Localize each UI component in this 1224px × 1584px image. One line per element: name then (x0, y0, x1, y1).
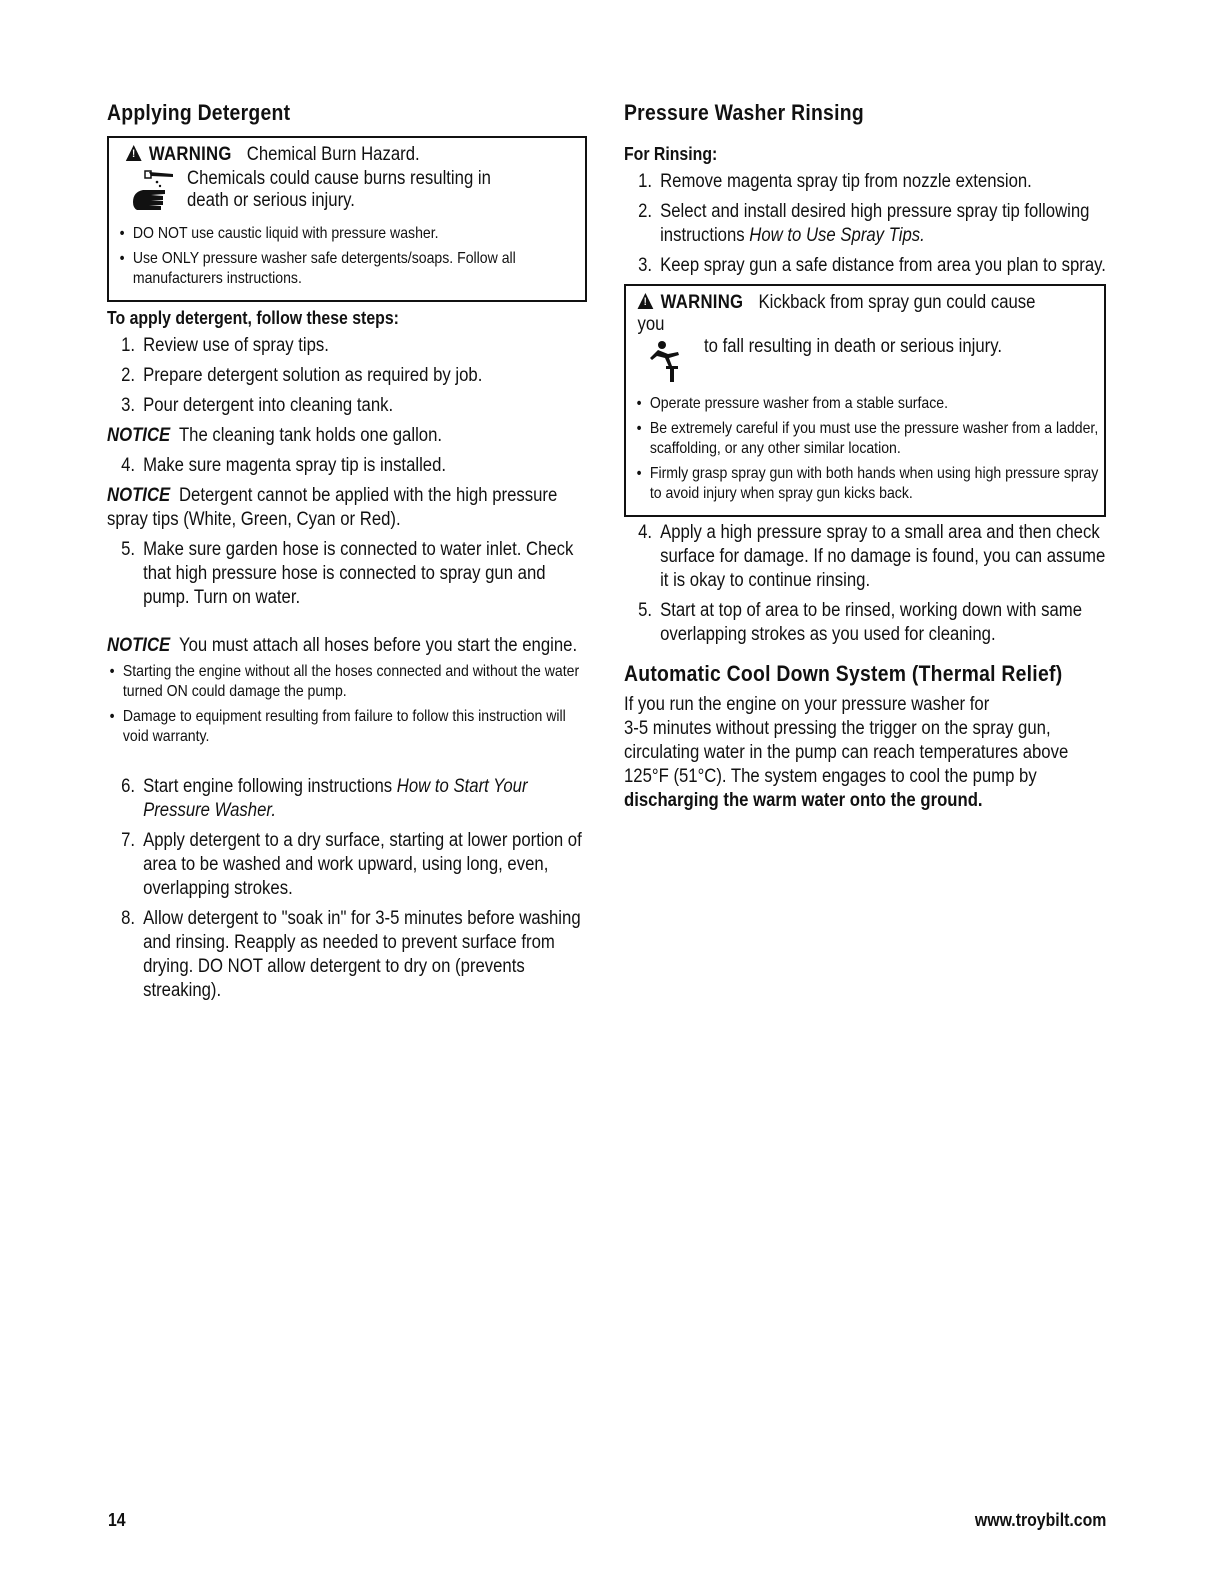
section-heading-cool-down: Automatic Cool Down System (Thermal Relief) (624, 661, 1063, 686)
left-column (107, 100, 587, 1009)
rinsing-steps-bottom (624, 521, 1106, 647)
steps-intro: To apply detergent, follow these steps: (107, 308, 399, 328)
step-item: 6. Start engine following instructions How to Start Your Pressure Washer. (121, 776, 528, 821)
warning-body (117, 168, 577, 218)
notice-bullet: • Damage to equipment resulting from failure to follow this instruction will void warranty. (107, 707, 587, 747)
rinsing-steps-list-b (624, 521, 1106, 647)
warning-bullets (634, 394, 1099, 504)
warning-label: WARNING (148, 144, 232, 165)
chemical-burn-icon (127, 168, 183, 218)
step-item: 7. Apply detergent to a dry surface, starting at lower portion of area to be washed and work upward, using long, even, overlapping strokes. (121, 830, 582, 899)
notice-bullets (107, 662, 587, 747)
warning-text: Chemicals could cause burns resulting in death or serious injury. (187, 168, 491, 211)
warning-bullet: • Firmly grasp spray gun with both hands when using high pressure spray to avoid injury when spray gun kicks back. (634, 464, 1099, 504)
rinsing-steps-top (624, 170, 1106, 278)
rinsing-subheading: For Rinsing: (624, 144, 718, 164)
steps-list-c (107, 538, 587, 610)
warning-bullet: • Operate pressure washer from a stable surface. (634, 394, 1099, 414)
steps-list-b (107, 454, 587, 478)
warning-bullets (117, 224, 575, 289)
detergent-steps (107, 334, 587, 1003)
notice-tank: NOTICE The cleaning tank holds one gallon. (107, 425, 443, 446)
warning-triangle-icon (638, 293, 654, 309)
rinsing-steps-list-a (624, 170, 1106, 278)
section-heading-applying-detergent: Applying Detergent (107, 100, 291, 125)
chemical-warning-box (107, 136, 587, 302)
warning-bullet: • Use ONLY pressure washer safe detergents/soaps. Follow all manufacturers instructions. (117, 249, 575, 289)
paragraph-line: If you run the engine on your pressure washer for (624, 694, 990, 715)
step-item: 3. Pour detergent into cleaning tank. (121, 395, 394, 416)
step-item: 8. Allow detergent to "soak in" for 3-5 minutes before washing and rinsing. Reapply as needed to prevent surface from drying. DO NOT allow detergent to dry on (prevents streaking). (121, 908, 581, 1001)
kickback-warning-box (624, 284, 1106, 517)
step-item: 4. Apply a high pressure spray to a small area and then check surface for damage. If no damage is found, you can assume it is okay to continue rinsing. (638, 522, 1106, 591)
step-item: 5. Make sure garden hose is connected to water inlet. Check that high pressure hose is connected to spray gun and pump. Turn on water. (121, 539, 574, 608)
notice-hoses: NOTICE You must attach all hoses before you start the engine. (107, 635, 578, 656)
step-item: 1. Remove magenta spray tip from nozzle extension. (638, 171, 1032, 192)
warning-bullet: • DO NOT use caustic liquid with pressure washer. (117, 224, 575, 244)
fall-hazard-icon (648, 336, 698, 386)
footer-url[interactable]: www.troybilt.com (974, 1510, 1106, 1530)
step-item: 1. Review use of spray tips. (121, 335, 329, 356)
warning-label: WARNING (660, 292, 744, 313)
warning-header (117, 144, 522, 166)
cool-down-paragraph (624, 693, 1106, 813)
warning-title: Kickback from spray gun could cause you (637, 292, 1036, 335)
step-item: 2. Select and install desired high pressure spray tip following instructions How to Use Spray Tips. (638, 201, 1090, 246)
warning-header (634, 292, 1041, 336)
warning-bullet: • Be extremely careful if you must use the pressure washer from a ladder, scaffolding, or any other similar location. (634, 419, 1099, 459)
notice-bullet: • Starting the engine without all the hoses connected and without the water turned ON could damage the pump. (107, 662, 587, 702)
section-heading-rinsing: Pressure Washer Rinsing (624, 100, 864, 125)
warning-text: to fall resulting in death or serious injury. (704, 336, 1003, 357)
warning-triangle-icon (126, 145, 142, 161)
step-item: 4. Make sure magenta spray tip is installed. (121, 455, 447, 476)
step-item: 2. Prepare detergent solution as required by job. (121, 365, 483, 386)
warning-title: Chemical Burn Hazard. (246, 144, 420, 165)
warning-body (634, 336, 1096, 386)
right-column (624, 100, 1106, 813)
step-item: 5. Start at top of area to be rinsed, working down with same overlapping strokes as you used for cleaning. (638, 600, 1083, 645)
notice-spray-tips: NOTICE Detergent cannot be applied with the high pressure spray tips (White, Green, Cyan or Red). (107, 485, 558, 530)
page-number: 14 (108, 1510, 126, 1530)
paragraph-bold: discharging the warm water onto the ground. (624, 790, 983, 811)
steps-list-a (107, 334, 587, 418)
step-item: 3. Keep spray gun a safe distance from area you plan to spray. (638, 255, 1106, 276)
paragraph-text: 3-5 minutes without pressing the trigger on the spray gun, circulating water in the pump can reach temperatures above 125°F (51°C). The system engages to cool the pump by (624, 718, 1069, 787)
steps-list-d (107, 775, 587, 1003)
